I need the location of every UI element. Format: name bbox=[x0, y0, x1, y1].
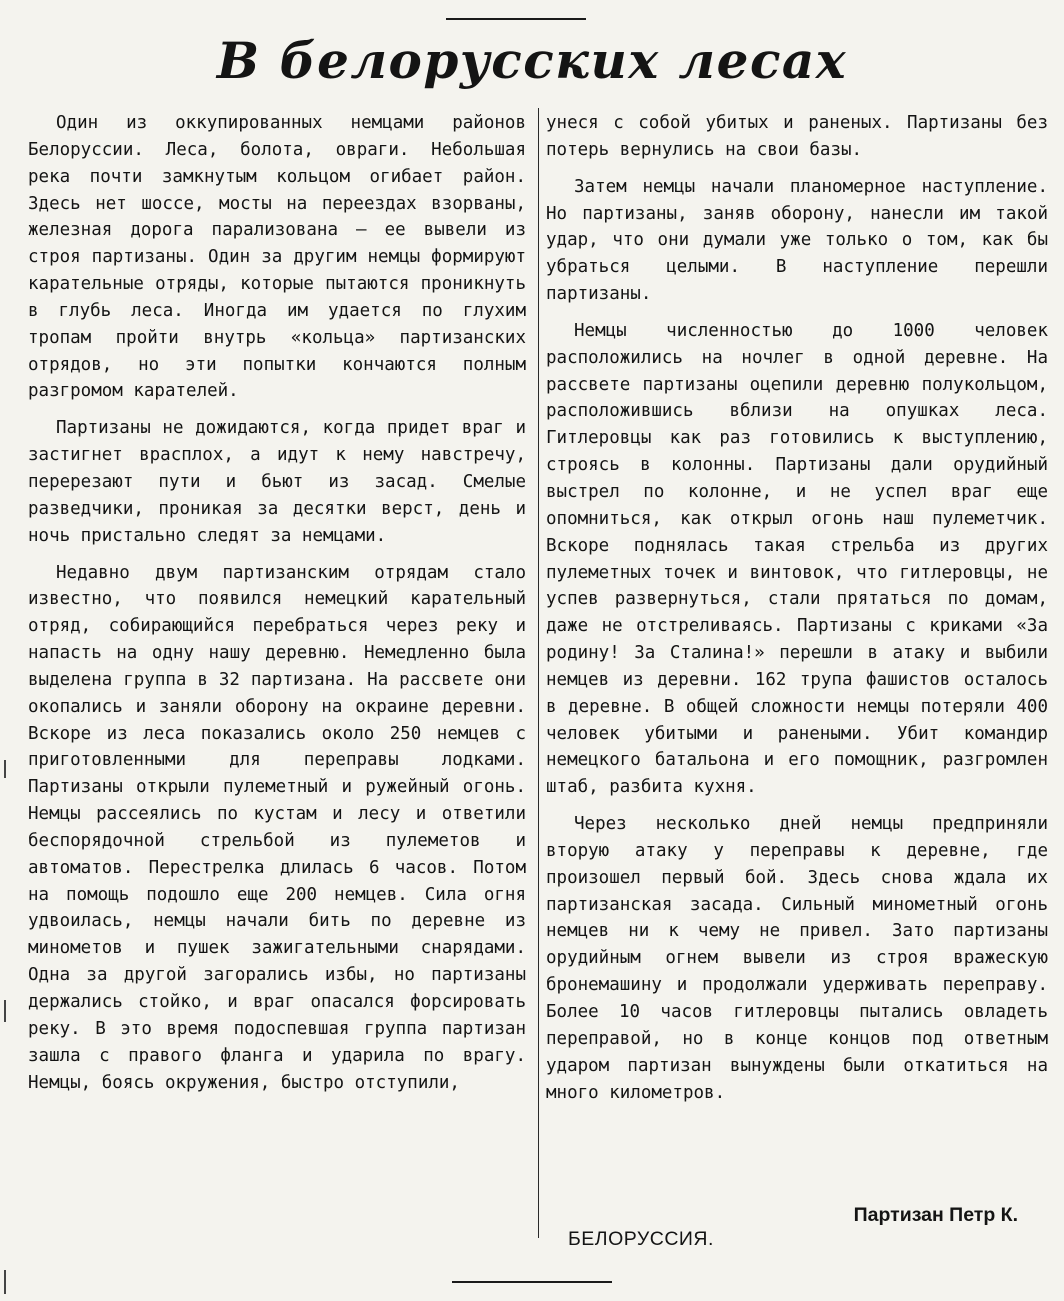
article-paragraph: Один из оккупированных немцами районов Белоруссии. Леса, болота, овраги. Небольшая река почти замкнутым кольцом огибает район. Здесь нет шоссе, мосты на переездах взорваны, железная дорога парализована — ее вывели из строя партизаны. Один за другим немцы формируют карательные отряды, которые пытаются проникнуть в глубь леса. Иногда им удается по глухим тропам пройти внутрь «кольца» партизанских отрядов, но эти попытки кончаются полным разгромом карателей. bbox=[28, 113, 526, 402]
article-paragraph: унеся с собой убитых и раненых. Партизаны без потерь вернулись на свои базы. bbox=[546, 113, 1048, 160]
article-paragraph: Партизаны не дожидаются, когда придет враг и застигнет врасплох, а идут к нему навстречу, перерезают пути и бьют из засад. Смелые разведчики, проникая за десятки верст, день и ночь пристально следят за немцами. bbox=[28, 418, 526, 546]
article-paragraph: Недавно двум партизанским отрядам стало известно, что появился немецкий карательный отряд, собирающийся перебраться через реку и напасть на одну нашу деревню. Немедленно была выделена группа в 32 партизана. На рассвете они окопались и заняли оборону на окраине деревни. Вскоре из леса показались около 250 немцев с приготовленными для переправы лодками. Партизаны открыли пулеметный и ружейный огонь. Немцы рассеялись по кустам и лесу и ответили беспорядочной стрельбой из пулеметов и автоматов. Перестрелка длилась 6 часов. Потом на помощь подошло еще 200 немцев. Сила огня удвоилась, немцы начали бить по деревне из минометов и пушек зажигательными снарядами. Одна за другой загорались избы, но партизаны держались стойко, и враг опасался форсировать реку. В это время подоспевшая группа партизан зашла с правого фланга и ударила по врагу. Немцы, боясь окружения, быстро отступили, bbox=[28, 562, 526, 1093]
article-paragraph: Затем немцы начали планомерное наступление. Но партизаны, заняв оборону, нанесли им такой удар, что они думали уже только о том, как бы убраться целыми. В наступление перешли партизаны. bbox=[546, 176, 1048, 305]
article-paragraph: Через несколько дней немцы предприняли вторую атаку у переправы к деревне, где произошел первый бой. Здесь снова ждала их партизанская засада. Сильный минометный огонь немцев ни к чему не привел. Зато партизаны орудийным огнем вывели из строя вражескую бронемашину и продолжали удерживать переправу. Более 10 часов гитлеровцы пытались овладеть переправой, но в конце концов под ответным ударом партизан вынуждены были откатиться на много километров. bbox=[546, 814, 1048, 1103]
article-paragraph: Немцы численностью до 1000 человек расположились на ночлег в одной деревне. На рассвете партизаны оцепили деревню полукольцом, расположившись вблизи на опушках леса. Гитлеровцы как раз готовились к выступлению, строясь в колонны. Партизаны дали орудийный выстрел по колонне, и не успел враг еще опомниться, как открыл огонь наш пулеметчик. Вскоре поднялась такая стрельба из других пулеметных точек и винтовок, что гитлеровцы, не успев развернуться, стали прятаться по домам, даже не отстреливаясь. Партизаны с криками «За родину! За Сталина!» перешли в атаку и выбили немцев из деревни. 162 трупа фашистов осталось в деревне. В общей сложности немцы потеряли 400 человек убитыми и ранеными. Убит командир немецкого батальона и его помощник, разгромлен штаб, разбита кухня. bbox=[546, 320, 1048, 798]
margin-mark bbox=[4, 1000, 6, 1022]
author-signature: Партизан Петр К. bbox=[853, 1204, 1018, 1226]
margin-mark bbox=[4, 760, 6, 778]
bottom-rule bbox=[452, 1281, 612, 1283]
article-headline: В белорусских лесах bbox=[216, 31, 848, 90]
article-left-column bbox=[28, 110, 526, 1106]
top-rule bbox=[446, 18, 586, 20]
article-right-column bbox=[546, 110, 1048, 1116]
dateline: БЕЛОРУССИЯ. bbox=[568, 1228, 714, 1250]
column-divider bbox=[538, 108, 539, 1238]
margin-mark bbox=[4, 1270, 6, 1294]
